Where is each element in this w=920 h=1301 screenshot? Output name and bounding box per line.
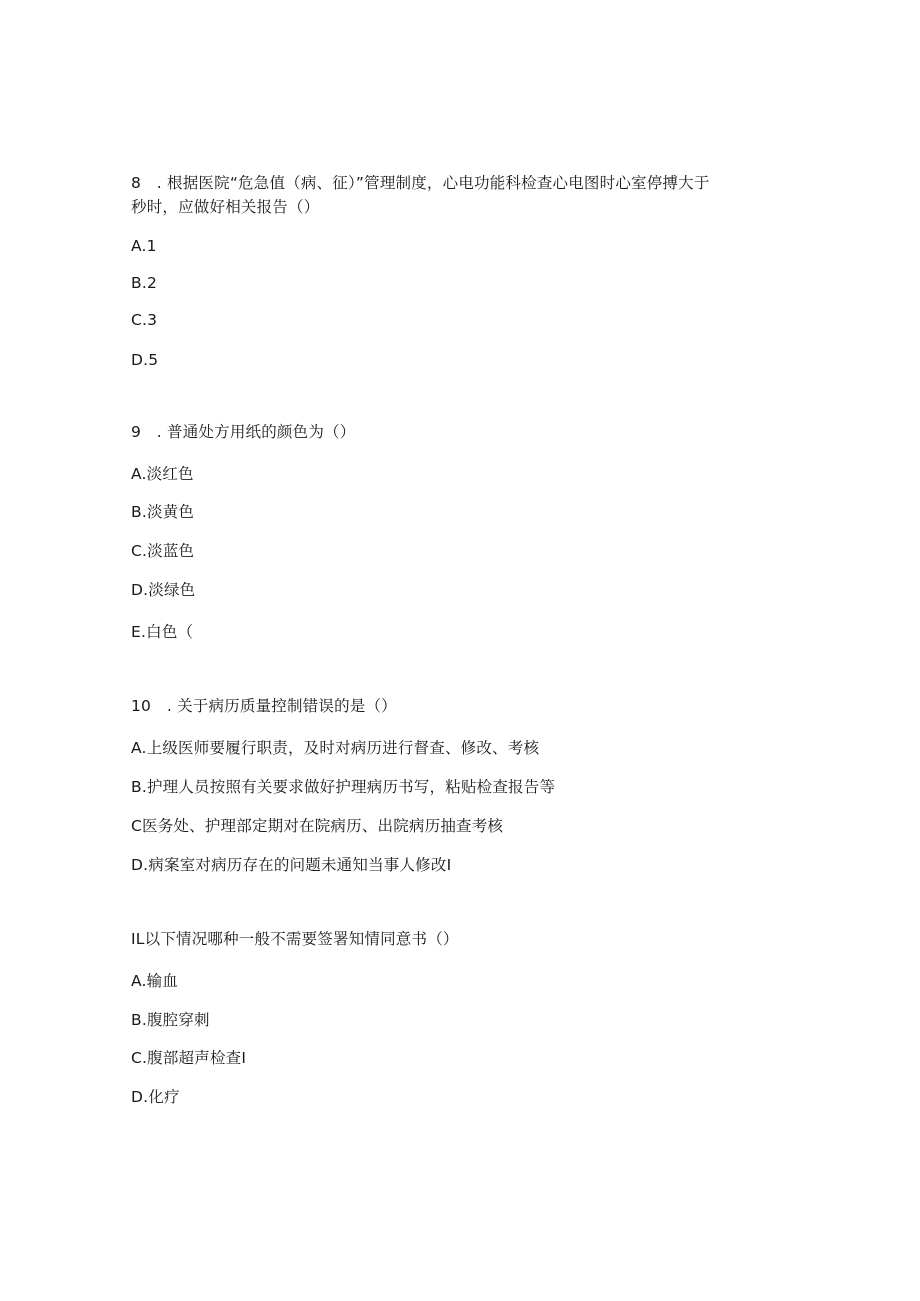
question-8-option-b: B.2 (131, 274, 158, 292)
question-9-option-d: D.淡绿色 (131, 581, 196, 599)
question-8-option-a: A.1 (131, 237, 157, 255)
question-8-stem-line-1: 8 . 根据医院“危急值（病、征）”管理制度，心电功能科检查心电图时心室停搏大于 (131, 174, 710, 192)
question-10-option-c: C医务处、护理部定期对在院病历、出院病历抽查考核 (131, 817, 504, 835)
question-11-option-c: C.腹部超声检查I (131, 1049, 247, 1067)
question-10-option-d: D.病案室对病历存在的问题未通知当事人修改I (131, 856, 452, 874)
question-9-stem: 9 . 普通处方用纸的颜色为（） (131, 423, 356, 441)
question-9-option-b: B.淡黄色 (131, 503, 195, 521)
question-11-option-b: B.腹腔穿刺 (131, 1011, 210, 1029)
question-10-stem: 10 . 关于病历质量控制错误的是（） (131, 697, 397, 715)
question-9-option-e: E.白色（ (131, 623, 194, 641)
question-8-option-c: C.3 (131, 311, 158, 329)
question-10-option-b: B.护理人员按照有关要求做好护理病历书写，粘贴检查报告等 (131, 778, 556, 796)
question-8-stem-line-2: 秒时，应做好相关报告（） (131, 198, 320, 216)
question-11-option-a: A.输血 (131, 972, 179, 990)
question-10-option-a: A.上级医师要履行职责，及时对病历进行督查、修改、考核 (131, 739, 540, 757)
question-8-option-d: D.5 (131, 351, 159, 369)
question-9-option-a: A.淡红色 (131, 465, 194, 483)
question-11-stem: IL以下情况哪种一般不需要签署知情同意书（） (131, 930, 459, 948)
question-11-option-d: D.化疗 (131, 1088, 180, 1106)
question-9-option-c: C.淡蓝色 (131, 542, 195, 560)
